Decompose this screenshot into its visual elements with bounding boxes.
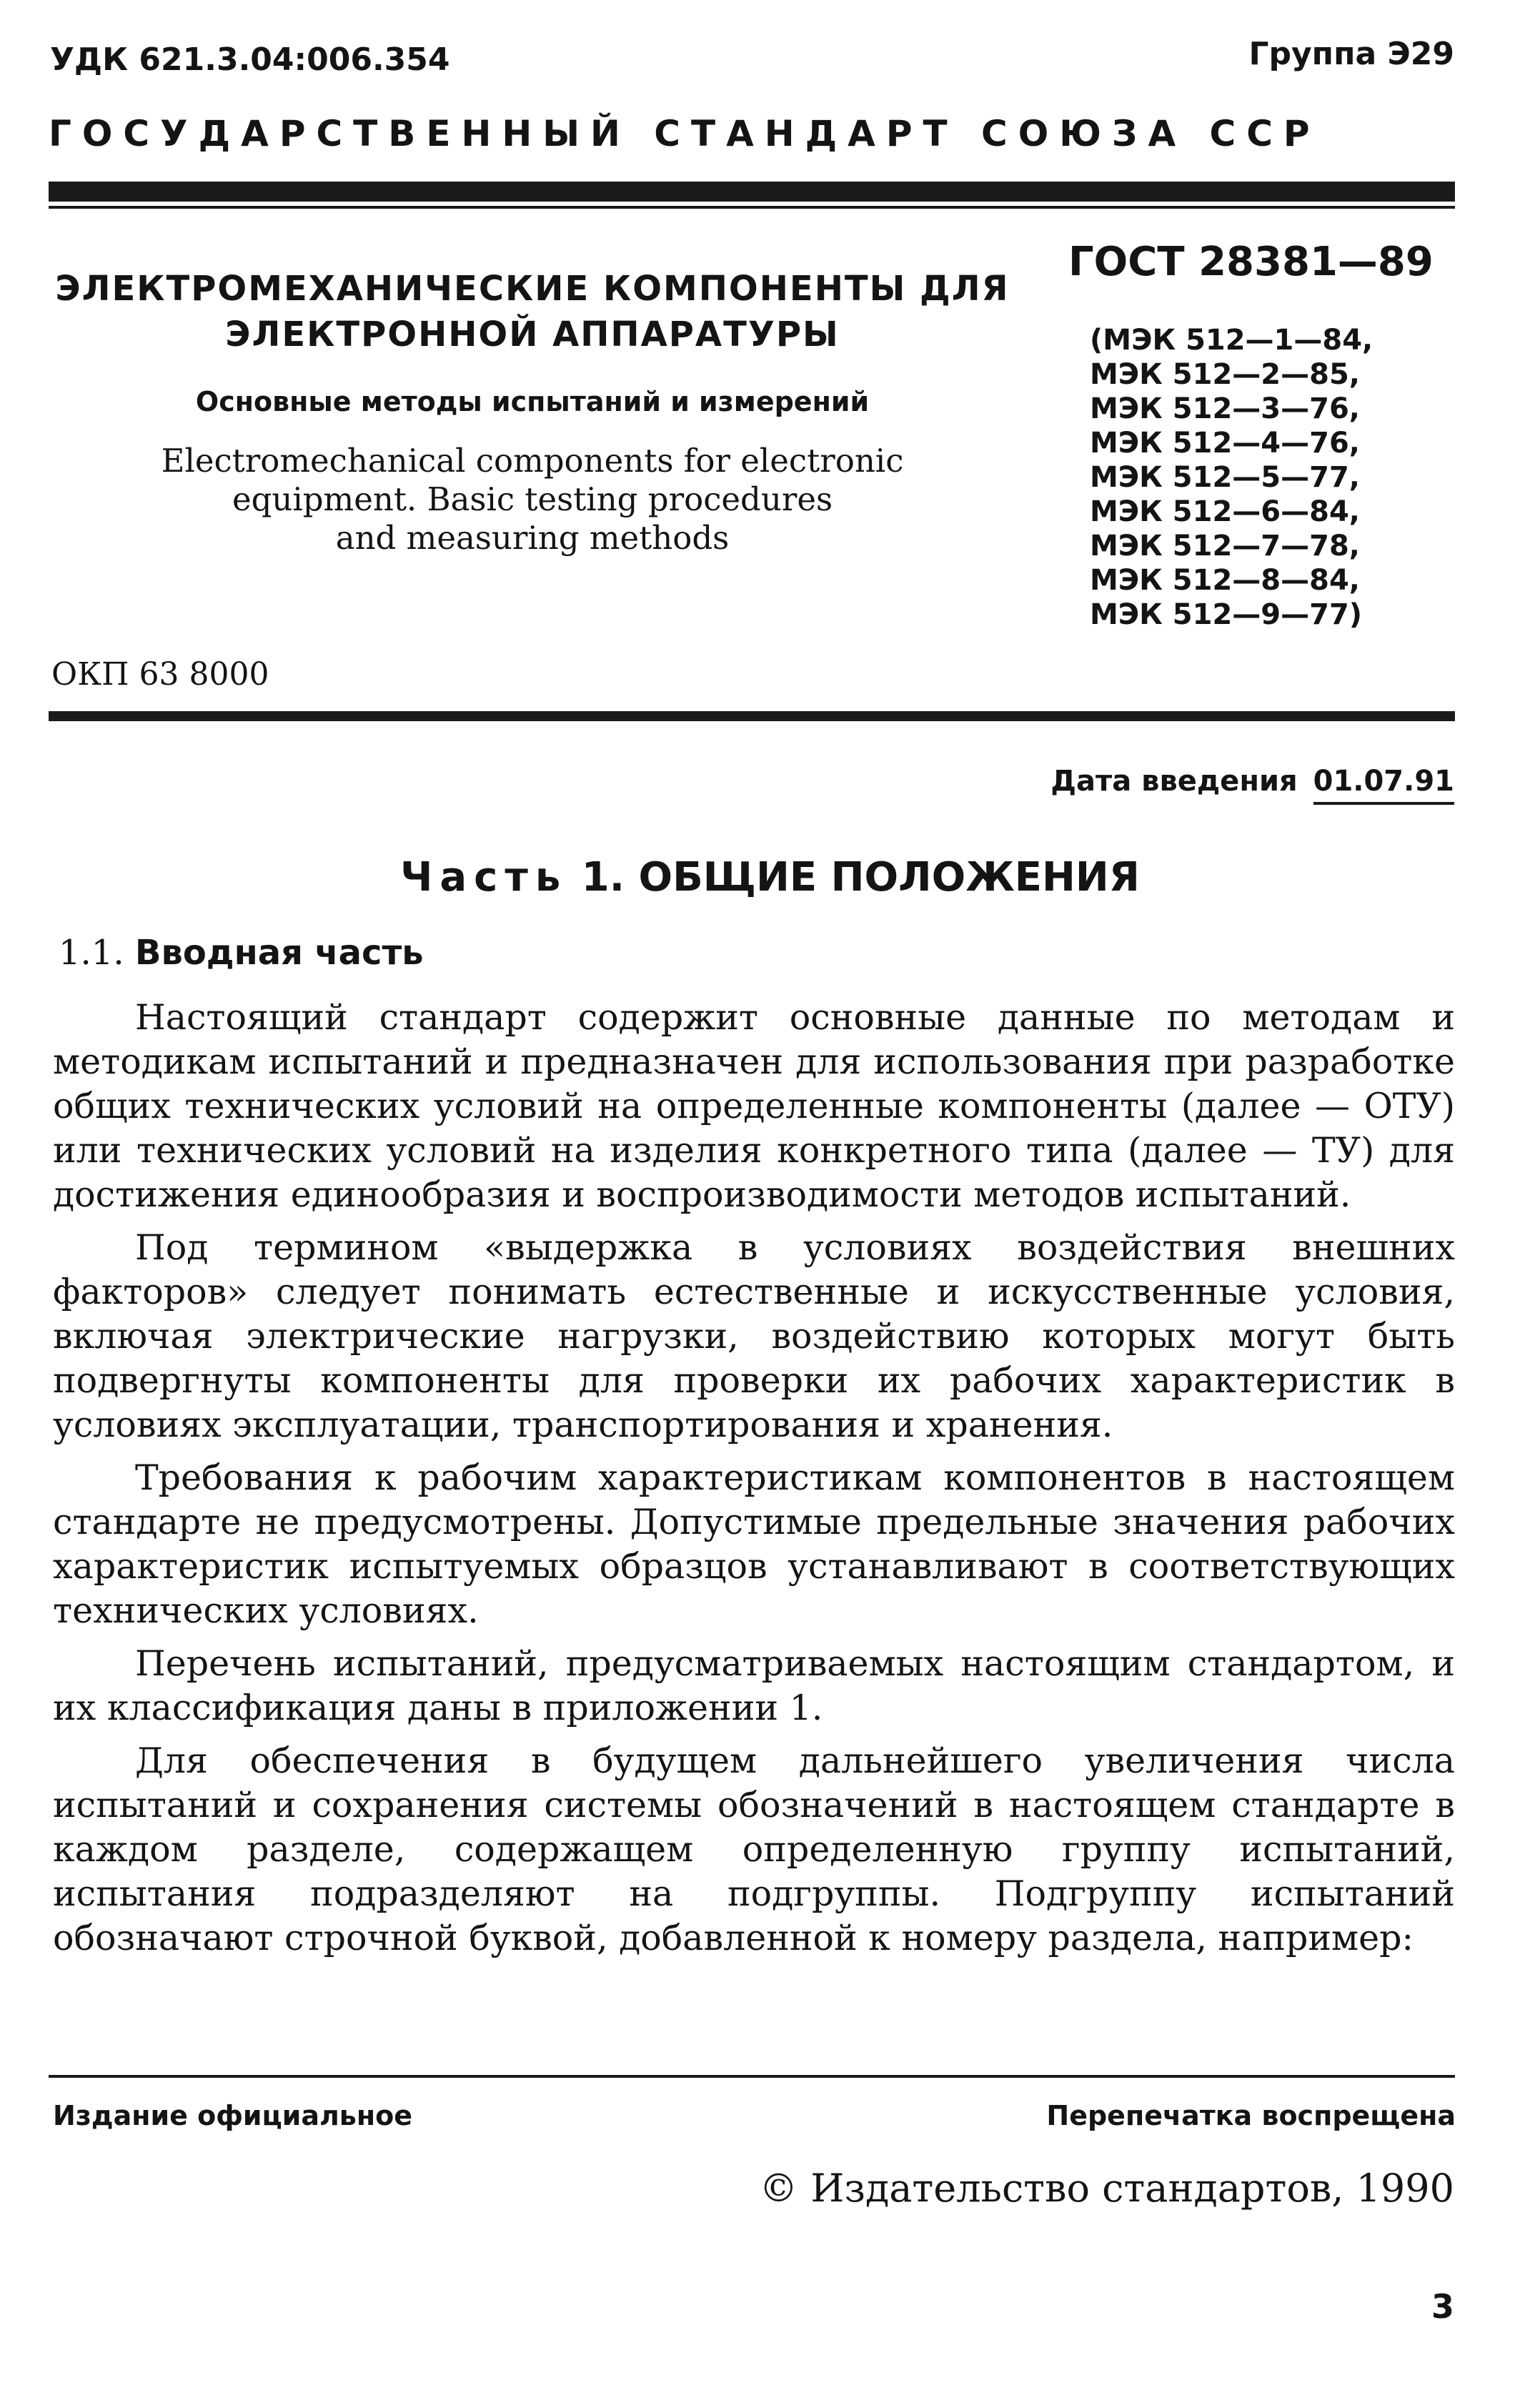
introduction-date-value: 01.07.91 <box>1313 765 1454 805</box>
body-text <box>53 996 1455 1969</box>
copyright-line <box>759 2166 1454 2211</box>
part-title: 1. ОБЩИЕ ПОЛОЖЕНИЯ <box>581 854 1140 901</box>
section-number: 1.1. <box>59 933 124 973</box>
title-subtitle: Основные методы испытаний и измерений <box>195 386 870 417</box>
introduction-date-label: Дата введения <box>1050 765 1298 798</box>
iec-reference: МЭК 512—4—76, <box>1090 427 1360 460</box>
paragraph: Перечень испытаний, предусматриваемых настоящим стандартом, и их классификация даны в приложении 1. <box>53 1643 1455 1728</box>
header-thin-rule <box>49 206 1455 209</box>
copyright-text: Издательство стандартов, 1990 <box>810 2166 1454 2211</box>
section-heading <box>59 933 424 973</box>
iec-reference: МЭК 512—9—77) <box>1090 598 1363 631</box>
part-heading <box>0 854 1540 901</box>
english-title-line-2: equipment. Basic testing procedures <box>232 480 833 518</box>
title-line-2: ЭЛЕКТРОННОЙ АППАРАТУРЫ <box>225 314 840 355</box>
group-code: Группа Э29 <box>1248 36 1454 72</box>
part-prefix: Часть <box>400 854 568 901</box>
english-title-line-1: Electromechanical components for electronic <box>161 442 904 480</box>
english-title <box>43 442 1022 558</box>
iec-reference: МЭК 512—3—76, <box>1090 392 1360 425</box>
title-block <box>43 266 1022 558</box>
english-title-line-3: and measuring methods <box>335 519 730 557</box>
iec-reference: МЭК 512—6—84, <box>1090 495 1360 528</box>
title-line-1: ЭЛЕКТРОМЕХАНИЧЕСКИЕ КОМПОНЕНТЫ ДЛЯ <box>55 269 1010 309</box>
title-divider-rule <box>49 711 1455 721</box>
paragraph: Для обеспечения в будущем дальнейшего увеличения числа испытаний и сохранения системы обозначений в настоящем стандарте в каждом разделе, содержащем определенную группу испытаний, испытания подразделяют на подгруппы. Подгруппу испытаний обозначают строчной буквой, добавленной к номеру раздела, например: <box>53 1740 1455 1958</box>
header-thick-rule <box>49 182 1455 202</box>
state-standard-heading: ГОСУДАРСТВЕННЫЙ СТАНДАРТ СОЮЗА ССР <box>49 113 1321 154</box>
paragraph: Под термином «выдержка в условиях воздействия внешних факторов» следует понимать естественные и искусственные условия, включая электрические нагрузки, воздействию которых могут быть подвергнуты компоненты для проверки их рабочих характеристик в условиях эксплуатации, транспортирования и хранения. <box>53 1227 1455 1445</box>
iec-reference: (МЭК 512—1—84, <box>1090 324 1373 357</box>
udk-code: УДК 621.3.04:006.354 <box>50 41 450 78</box>
page-number: 3 <box>1431 2287 1454 2326</box>
iec-reference: МЭК 512—8—84, <box>1090 564 1360 597</box>
copyright-icon: © <box>759 2166 798 2211</box>
footer-rule <box>49 2075 1455 2078</box>
iec-reference: МЭК 512—2—85, <box>1090 358 1360 391</box>
introduction-date <box>1050 765 1454 805</box>
iec-reference-list <box>1090 323 1373 632</box>
okp-code: ОКП 63 8000 <box>51 656 269 693</box>
paragraph: Настоящий стандарт содержит основные данные по методам и методикам испытаний и предназначен для использования при разработке общих технических условий на определенные компоненты (далее — ОТУ) или технических условий на изделия конкретного типа (далее — ТУ) для достижения единообразия и воспроизводимости методов испытаний. <box>53 997 1455 1215</box>
iec-reference: МЭК 512—5—77, <box>1090 461 1360 494</box>
iec-reference: МЭК 512—7—78, <box>1090 530 1360 563</box>
paragraph: Требования к рабочим характеристикам компонентов в настоящем стандарте не предусмотрены. Допустимые предельные значения рабочих характеристик испытуемых образцов устанавливают в соответствующих технических условиях. <box>53 1457 1455 1631</box>
reprint-prohibited-note: Перепечатка воспрещена <box>1046 2100 1456 2131</box>
section-title: Вводная часть <box>134 933 424 973</box>
official-edition-note: Издание официальное <box>53 2100 412 2131</box>
gost-number: ГОСТ 28381—89 <box>1068 239 1434 285</box>
